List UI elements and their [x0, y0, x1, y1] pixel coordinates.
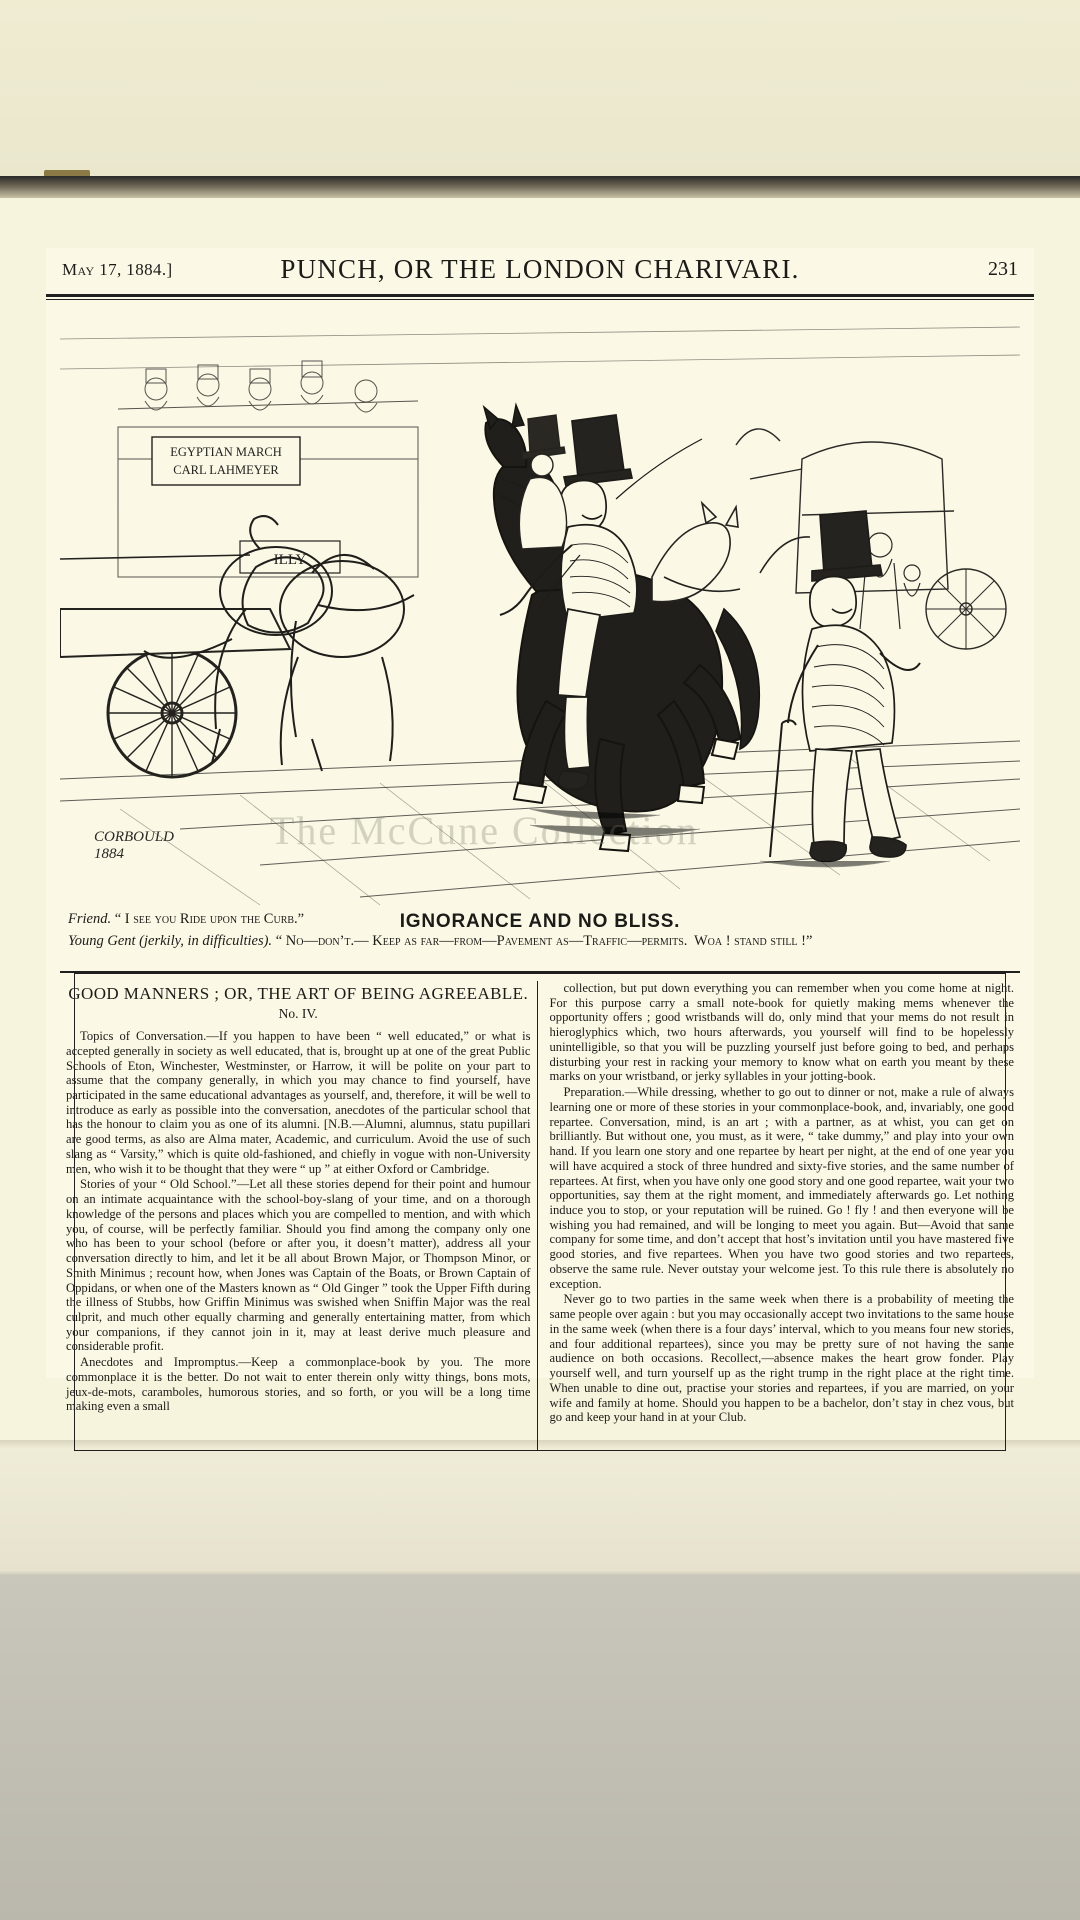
- caption-line-young-gent: Young Gent (jerkily, in difficulties). “ No—don’t.— Keep as far—from—Pavement as—Traffic—permits. Woa ! stand still !”: [68, 933, 813, 949]
- publication-title: PUNCH, OR THE LONDON CHARIVARI.: [280, 254, 800, 284]
- page-number: 231: [988, 258, 1018, 280]
- issue-date: May 17, 1884.]: [62, 260, 173, 279]
- paragraph: Never go to two parties in the same week when there is a probability of meeting the same people over again : but you may occasionally accept two invitations to the same house in the same week (when there is a four days’ interval, which to you means four new stories, and four additional repartees), since you may be pretty sure of not having the same audience on both occasions. Recollect,—absence makes the heart grow fonder. Play yourself well, and turn yourself up as the right trump in the right place at the right time. When unable to dine out, practise your stories and repartees, if you are married, on your wife and family at home. Should you happen to be a bachelor, don’t stay in chez vous, but go and keep your hand in at your Club.: [549, 1292, 1014, 1425]
- table-surface-bottom: [0, 1448, 1080, 1920]
- article-column-left: [60, 981, 538, 1451]
- book-spine: [0, 176, 1080, 198]
- paragraph: Stories of your “ Old School.”—Let all these stories depend for their point and humour on an intimate acquaintance with the school-boy-slang of your time, and on a thorough knowledge of the persons and places which you are compelled to mention, and with which you, of course, will be perfectly familiar. Should you find among the company only one who has been to your school (before or after you, it doesn’t matter), address all your conversation directly to him, and let it be all about Brown Major, or Thompson Minor, or Smith Minimus ; recount how, when Jones was Captain of the Boats, or Brown Captain of Oppidans, or when one of the Masters known as “ Old Ginger ” took the Upper Fifth during the illness of Stubbs, how Griffin Minimus was swished when Sniffin Major was the real culprit, and much other equally charming and generally entertaining matter, from which your companions, if they cannot join in it, may at least derive much pleasure and considerable profit.: [66, 1177, 531, 1354]
- paragraph: Preparation.—While dressing, whether to go out to dinner or not, make a rule of always learning one or more of these stories in your commonplace-book, and, invariably, one good repartee. Conversation, mind, is an art ; with a partner, as at whist, you can get on brilliantly. But without one, you must, as it were, “ take dummy,” and play into your own hand. If you learn one story and one repartee by heart per night, at the end of one year you will have acquired a stock of three hundred and sixty-five stories, and the same number of repartees. At first, when you have only one good story and one good repartee, wait your two opportunities, say them at the right moment, and immediately afterwards go. Let nothing induce you to stop, or your reputation will be ruined. Go ! fly ! and then everyone will be wishing you had remained, and will be longing to meet you again. But—Avoid that same company for some time, and don’t accept that host’s invitation until you have mastered five good stories, and five repartees. When you have two good stories and two repartees, observe the same rule. Never outstay your welcome jest. To this rule there is absolutely no exception.: [549, 1085, 1014, 1291]
- cartoon-artwork: [60, 309, 1020, 909]
- paragraph: Topics of Conversation.—If you happen to have been “ well educated,” or what is accepted generally in society as well educated, that is, brought up at one of the great Public Schools of Eton, Winchester, Westminster, or Harrow, it will be polite on your part to assume that the company generally, in which you may chance to find yourself, have participated in the same educational advantages as yourself, and, therefore, it will be well to introduce as early as possible into the conversation, anecdotes of the particular school that has the honour to claim you as one of its alumni. [N.B.—Alumni, alumnus, statu pupillari are good terms, as also are Alma mater, Academic, and curriculum. Avoid the use of such slang as “ Varsity,” which is quite old-fashioned, and chiefly in vogue with non-University men, who wish it to be thought that they were “ up ” at either Oxford or Cambridge.: [66, 1029, 531, 1176]
- paragraph: collection, but put down everything you can remember when you come home at night. For this purpose carry a small note-book for quietly making mems whenever the opportunity offers ; good wristbands will do, only mind that your mems do not result in hieroglyphics which, two hours afterwards, you yourself will find to be hopelessly unintelligible, so that you will be puzzling yourself just before going to bed, and perhaps disturbing your rest in racking your memory to know what on earth you meant by these marks on your wristband, or jerky syllables in your jotting-book.: [549, 981, 1014, 1084]
- cartoon-illustration: [60, 309, 1020, 909]
- paragraph: Anecdotes and Impromptus.—Keep a commonplace-book by you. The more commonplace it is the better. Do not wait to enter therein only witty things, bons mots, jeux-de-mots, caramboles, humorous stories, and so forth, or you will be a long time making even a small: [66, 1355, 531, 1414]
- article-body: [60, 973, 1020, 1451]
- poster-text-line2: CARL LAHMEYER: [173, 463, 279, 477]
- article-heading: GOOD MANNERS ; OR, THE ART OF BEING AGREEABLE.: [68, 984, 529, 1003]
- article-column-right: [538, 981, 1021, 1451]
- poster-text-side: ILLY: [273, 552, 307, 568]
- caption-line-friend: Friend. “ I see you Ride upon the Curb.”: [68, 911, 305, 927]
- cartoon-title: IGNORANCE AND NO BLISS.: [399, 911, 681, 932]
- artist-signature: CORBOULD 1884: [94, 829, 175, 863]
- masthead-rule: [46, 299, 1034, 300]
- poster-text-line1: EGYPTIAN MARCH: [170, 445, 282, 459]
- collection-watermark: The McCune Collection: [270, 808, 699, 853]
- article-subheading: No. IV.: [278, 1006, 318, 1022]
- caption-line-friend-text: “ I see you Ride upon the Curb.”: [114, 911, 305, 927]
- table-surface-top: [0, 0, 1080, 176]
- caption-line-young-gent-text: “ No—don’t.— Keep as far—from—Pavement as—Traffic—permits. Woa ! stand still !”: [275, 933, 813, 949]
- magazine-page: [46, 248, 1034, 1425]
- cartoon-caption: [60, 911, 1020, 967]
- masthead: [46, 248, 1034, 297]
